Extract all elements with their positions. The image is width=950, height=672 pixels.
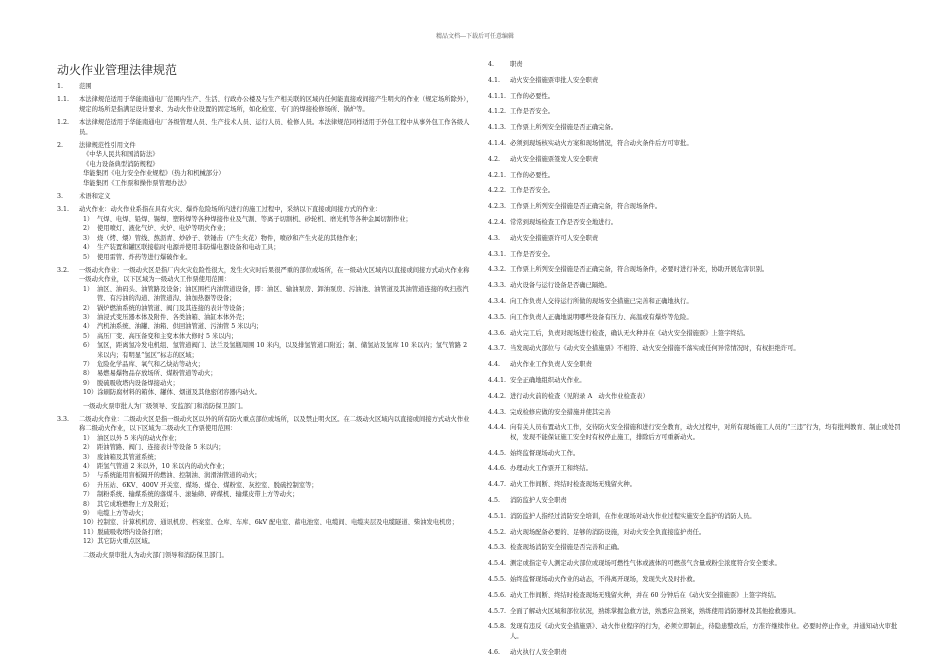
reference-item: 《电力设备典型消防规程》 bbox=[83, 160, 159, 168]
section-heading bbox=[57, 141, 475, 150]
clause-text: 始终监督现场动火工作。 bbox=[510, 449, 580, 457]
list-item bbox=[57, 304, 475, 313]
list-item bbox=[57, 224, 475, 233]
list-item-text: 油浸式变压器本体及附件、各类油箱、油缸本体外壳； bbox=[97, 313, 249, 321]
list-item-number: 11） bbox=[83, 528, 98, 536]
list-item-number: 8） bbox=[83, 370, 94, 378]
clause-number: 3.1. bbox=[57, 206, 70, 214]
clause bbox=[488, 139, 906, 148]
clause bbox=[488, 376, 906, 385]
clause-number: 4.3.2. bbox=[488, 266, 507, 274]
clause bbox=[488, 250, 906, 259]
list-item-text: 废油箱及其管道系统； bbox=[97, 453, 160, 461]
clause-number: 1.2. bbox=[57, 119, 70, 127]
clause bbox=[488, 392, 906, 401]
list-item-number: 1） bbox=[83, 434, 94, 442]
clause-number: 4.3.6. bbox=[488, 329, 507, 337]
list-item bbox=[57, 500, 475, 509]
list-item-number: 3） bbox=[83, 313, 94, 321]
clause-number: 3.3. bbox=[57, 416, 70, 423]
list-item-text: 电缆上方等动火； bbox=[97, 510, 148, 518]
clause bbox=[488, 234, 906, 243]
list-item-number: 2） bbox=[83, 444, 94, 452]
clause-text: 安全正确地组织动火作业。 bbox=[510, 376, 586, 384]
clause-number: 4.5.5. bbox=[488, 575, 507, 583]
clause-number: 4.1. bbox=[488, 76, 501, 84]
list-item-number: 3） bbox=[83, 453, 94, 461]
clause-text: 向有关人员布置动火工作，交待防火安全措施和进行安全教育，动火过程中，对所有现场施工人员的“三违”行为，均有批判教育、制止或处罚权，发现不能保证施工安全时有权停止施工，排除后方可重新动火。 bbox=[510, 424, 901, 441]
clause-number: 4.1.2. bbox=[488, 108, 507, 116]
document-title: 动火作业管理法律规范 bbox=[57, 63, 178, 77]
clause-number: 4.5.2. bbox=[488, 528, 507, 536]
clause bbox=[488, 202, 906, 211]
clause bbox=[57, 118, 475, 137]
right-column bbox=[488, 60, 906, 663]
section-title: 范围 bbox=[79, 83, 92, 90]
level-two-area-list bbox=[57, 434, 475, 547]
clause-text: 动火作业工作负责人安全职责 bbox=[510, 361, 592, 369]
list-item-text: 距氢气管道 2 米以外，10 米以内的动火作业； bbox=[97, 463, 229, 471]
clause-text: 职责 bbox=[510, 61, 523, 68]
list-item bbox=[57, 537, 475, 546]
clause bbox=[488, 464, 906, 473]
list-item bbox=[57, 215, 475, 224]
list-item-text: 使用喷灯、液化气炉、火炉、电炉等明火作业； bbox=[97, 225, 230, 233]
clause-text: 当发现动火部位与《动火安全措施票》不相符、动火安全措施不落实或任何异常情况时，有权拒绝许可。 bbox=[510, 345, 800, 353]
section-title: 术语和定义 bbox=[79, 193, 111, 201]
clause-text: 消防监护人指经过消防安全培训，在作业现场对动火作业过程实施安全监护的消防人员。 bbox=[510, 512, 756, 520]
list-item-text: 其它成堆燃物上方及附近； bbox=[97, 500, 173, 508]
clause-number: 4.3.7. bbox=[488, 345, 507, 353]
clause-text: 工作是否安全。 bbox=[510, 187, 555, 195]
list-item-number: 6） bbox=[83, 342, 94, 350]
clause bbox=[488, 559, 906, 568]
clause bbox=[488, 648, 906, 657]
clause-text: 动火设备与运行设备是否确已隔绝。 bbox=[510, 282, 611, 290]
clause-number: 4.5.7. bbox=[488, 607, 507, 615]
clause-number: 4.2.3. bbox=[488, 203, 507, 211]
list-item-number: 5） bbox=[83, 472, 94, 480]
clause-text: 测定或指定专人测定动火部位或现场可燃性气体或液体的可燃蒸气含量或粉尘浓度符合安全要求。 bbox=[510, 560, 781, 568]
list-item-text: 汽机油系统、油罐、油箱、供回油管道、污油管 5 米以内； bbox=[97, 323, 263, 331]
list-item bbox=[57, 369, 475, 378]
list-item-text: 使用雷管、炸药等进行爆破作业。 bbox=[97, 253, 192, 261]
list-item-text: 烧（烤、煨）管线、熬沥青、炒砂子、铁锤击（产生火花）物件，喷砂和产生火花的其他作业； bbox=[97, 234, 362, 242]
section-number: 1. bbox=[57, 83, 64, 90]
list-item bbox=[57, 509, 475, 518]
clause-text: 工作的必要性。 bbox=[510, 171, 555, 179]
list-item-number: 1） bbox=[83, 215, 94, 223]
clause-text: 始终监督现场动火作业的动态，不得离开现场，发现失火及时扑救。 bbox=[510, 575, 699, 583]
list-item-text: 危险化学品库、氧气和乙炔站等动火； bbox=[97, 360, 205, 368]
clause-number: 4.3.5. bbox=[488, 313, 507, 321]
list-item-number: 9） bbox=[83, 379, 94, 387]
clause-text: 工作是否安全。 bbox=[510, 108, 555, 116]
section-title: 法律规范性引用文件 bbox=[79, 142, 136, 150]
clause-text: 办理动火工作票开工和终结。 bbox=[510, 465, 592, 473]
clause-number: 4.4.7. bbox=[488, 481, 507, 489]
clause-number: 4.4.4. bbox=[488, 424, 507, 432]
list-item bbox=[57, 443, 475, 452]
clause-text: 完成检修应做的安全措施并使其完善 bbox=[510, 408, 611, 416]
list-item-text: 其它防火重点区域。 bbox=[97, 538, 154, 546]
list-item-number: 2） bbox=[83, 225, 94, 233]
clause bbox=[488, 408, 906, 417]
list-item bbox=[57, 285, 475, 304]
clause bbox=[488, 423, 906, 442]
list-item bbox=[57, 462, 475, 471]
list-item-text: 控制室、计算机机房、通讯机房、档案室、仓库、车库、6kV 配电室、蓄电池室、电缆间、电缆夹层及电缆隧道、柴油发电机房； bbox=[97, 519, 459, 527]
clause-text: 消防监护人安全职责 bbox=[510, 496, 567, 504]
clause bbox=[57, 205, 475, 214]
clause-text: 二级动火作业：二级动火区是指一级动火区以外的所有防火重点部位或场所，以及禁止明火区。在二级动火区域内以直接或间接方式动火作业称二级动火作业，以下区域为二级动火工作票使用范围： bbox=[79, 416, 470, 433]
reference-item: 华能集团《电力安全作业规程》（热力和机械部分） bbox=[83, 170, 225, 178]
list-item bbox=[57, 332, 475, 341]
clause-text: 工作票上所列安全措施是否正确完备，符合现场条件。 bbox=[510, 203, 662, 211]
list-item-number: 2） bbox=[83, 304, 94, 312]
list-item bbox=[57, 322, 475, 331]
list-item bbox=[57, 453, 475, 462]
list-item-number: 10） bbox=[83, 389, 98, 397]
list-item bbox=[57, 481, 475, 490]
approval-note: 一级动火票审批人为厂级领导、安监部门和消防保卫部门。 bbox=[83, 402, 247, 410]
clause-text: 工作的必要性。 bbox=[510, 92, 555, 100]
clause bbox=[488, 123, 906, 132]
clause-number: 4.1.3. bbox=[488, 124, 507, 132]
list-item-text: 涂刷防腐材料的箱体、罐体、烟道及其他密闭容器内动火。 bbox=[97, 389, 262, 397]
clause-number: 4.5.8. bbox=[488, 623, 507, 631]
list-item-text: 升压站、6KV、400V 开关室、煤场、煤仓、煤粉室、灰控室、脱硫控制室等； bbox=[97, 481, 318, 489]
reference-item: 《中华人民共和国消防法》 bbox=[83, 151, 159, 159]
clause-number: 4.5.1. bbox=[488, 512, 507, 520]
hot-work-list bbox=[57, 215, 475, 262]
clause-text: 动火作业：动火作业系指在具有火灾、爆炸危险场所内进行的施工过程中，采纳以下直接或间接方式的作业： bbox=[79, 206, 382, 214]
clause-text: 进行动火前的检查（见附录 A 动火作业检查表） bbox=[510, 392, 649, 400]
clause-number: 4.5.4. bbox=[488, 560, 507, 568]
list-item bbox=[57, 243, 475, 252]
clause-text: 检查现场消防安全措施是否完善和正确。 bbox=[510, 544, 624, 552]
clause-number: 1.1. bbox=[57, 96, 70, 104]
clause bbox=[488, 622, 906, 641]
clause-number: 4.5.6. bbox=[488, 591, 507, 599]
clause bbox=[488, 297, 906, 306]
clause-text: 动火现场配备必要的、足够的消防设施，对动火安全负直接监护责任。 bbox=[510, 528, 706, 536]
clause bbox=[488, 186, 906, 195]
clause-text: 动火执行人安全职责 bbox=[510, 648, 567, 656]
clause bbox=[488, 591, 906, 600]
clause-text: 工作是否安全。 bbox=[510, 250, 555, 258]
list-item bbox=[57, 388, 475, 397]
list-item-text: 油区、油码头、油管路及设备；油区围栏内油管道设备，即：油区、输油泵房、卸油泵房、污油池、油管道及其油管道连接的吹扫蒸汽管、有污油的沟道、油管道沟、油加热器等设备； bbox=[97, 285, 469, 303]
clause-text: 动火完工后，负责对现场进行检查，确认无火种并在《动火安全措施票》上签字终结。 bbox=[510, 329, 750, 337]
section-heading bbox=[57, 192, 475, 201]
clause-text: 动火安全措施票许可人安全职责 bbox=[510, 234, 599, 242]
clause-text: 发现有违反《动火安全措施票》、动火作业程序的行为，必须立即制止，待隐患整改后，方准许继续作业。必要时停止作业，并通知动火审批人。 bbox=[510, 623, 898, 640]
left-column bbox=[57, 60, 475, 560]
clause bbox=[488, 218, 906, 227]
clause bbox=[488, 528, 906, 537]
list-item-number: 10） bbox=[83, 519, 98, 527]
reference-item: 华能集团《工作票和操作票管理办法》 bbox=[83, 179, 191, 187]
clause-number: 4.1.1. bbox=[488, 92, 507, 100]
clause bbox=[488, 76, 906, 85]
list-item bbox=[57, 471, 475, 480]
list-item bbox=[57, 490, 475, 499]
list-item-number: 1） bbox=[83, 285, 94, 293]
list-item-text: 气焊、电焊、铅焊、锡焊、塑料焊等各种焊接作业及气割、等离子切割机、砂轮机、磨光机等各种金属切割作业； bbox=[97, 215, 412, 223]
clause-text: 动火安全措施票签发人安全职责 bbox=[510, 155, 599, 163]
clause-number: 4.4.5. bbox=[488, 449, 507, 457]
list-item-number: 9） bbox=[83, 510, 94, 518]
list-item bbox=[57, 253, 475, 262]
approval-note: 二级动火票审批人为动火部门领导和消防保卫部门。 bbox=[83, 551, 228, 559]
clause bbox=[488, 107, 906, 116]
list-item bbox=[57, 341, 475, 360]
list-item-number: 7） bbox=[83, 491, 94, 499]
clause-text: 必须到现场核实动火方案和现场情况，符合动火条件后方可审批。 bbox=[510, 139, 693, 147]
clause-number: 4.6. bbox=[488, 648, 501, 656]
clause bbox=[488, 281, 906, 290]
clause-number: 4.4.2. bbox=[488, 392, 507, 400]
clause bbox=[488, 265, 906, 274]
clause bbox=[488, 171, 906, 180]
clause-text: 工作票上所列安全措施是否正确完备，符合现场条件，必要时进行补充，协助开展危害识别。 bbox=[510, 266, 769, 274]
clause-text: 本法律规范适用于华能南通电厂各级管理人员、生产技术人员、运行人员、检修人员。本法律规范同样适用于外包工程中从事外包工作各级人员。 bbox=[79, 119, 470, 136]
list-item-text: 制粉系统、输煤系统的落煤斗、滚轴筛、碎煤机、输煤皮带上方等动火； bbox=[97, 491, 299, 499]
list-item-number: 7） bbox=[83, 360, 94, 368]
clause bbox=[488, 496, 906, 505]
clause-text: 全面了解动火区域和部位状况，熟练掌握急救方法，熟悉应急预案，熟练使用消防器材及其他抢救器具。 bbox=[510, 607, 800, 615]
list-item-text: 距油管路、阀门、连接表计等设备 5 米以内； bbox=[97, 444, 225, 452]
clause bbox=[57, 415, 475, 434]
clause-number: 4. bbox=[488, 61, 495, 68]
clause-text: 动火工作间断、终结时检查现场无残留火种。 bbox=[510, 481, 636, 489]
section-heading bbox=[57, 82, 475, 91]
clause-text: 动火安全措施票审批人安全职责 bbox=[510, 76, 599, 84]
clause bbox=[488, 543, 906, 552]
clause bbox=[488, 449, 906, 458]
list-item bbox=[57, 313, 475, 322]
list-item-number: 12） bbox=[83, 538, 98, 546]
section-number: 3. bbox=[57, 193, 64, 201]
clause-text: 本法律规范适用于华能南通电厂范围内生产、生活、行政办公楼及与生产相关联的区域内任何能直接或间接产生明火的作业（规定场所除外），规定的场所是指满足设计要求、为动火作业设置的固定场所，如化检室、专门的焊接检修场所、锅炉等。 bbox=[79, 96, 473, 113]
list-item bbox=[57, 379, 475, 388]
list-item-text: 脱硫吸收塔内设备打磨； bbox=[97, 528, 167, 536]
clause bbox=[488, 480, 906, 489]
clause bbox=[488, 92, 906, 101]
clause bbox=[488, 607, 906, 616]
clause-text: 工作票上所列安全措施是否正确完备。 bbox=[510, 124, 618, 132]
clause-number: 4.2.4. bbox=[488, 218, 507, 226]
level-one-area-list bbox=[57, 285, 475, 398]
list-item-text: 与系统能用盲板隔开的燃油、控制油、润滑油管道的动火； bbox=[97, 472, 261, 480]
list-item-text: 高压厂变、高压备变和主变本体大修时 5 米以内； bbox=[97, 332, 238, 340]
list-item-number: 3） bbox=[83, 234, 94, 242]
list-item bbox=[57, 518, 475, 527]
list-item-number: 4） bbox=[83, 323, 94, 331]
list-item bbox=[57, 528, 475, 537]
clause-number: 4.4. bbox=[488, 361, 501, 369]
list-item bbox=[57, 360, 475, 369]
clause-number: 4.3.4. bbox=[488, 297, 507, 305]
clause-text: 常常到现场检查工作是否安全地进行。 bbox=[510, 218, 618, 226]
clause-number: 4.1.4. bbox=[488, 139, 507, 147]
clause bbox=[488, 360, 906, 369]
list-item-text: 易燃易爆物品存放场所、煤粉管道等动火； bbox=[97, 370, 217, 378]
clause bbox=[57, 266, 475, 285]
clause-text: 向工作负责人正确地说明哪些设备有压力、高温或有爆炸等危险。 bbox=[510, 313, 693, 321]
clause-number: 4.2.2. bbox=[488, 187, 507, 195]
list-item bbox=[57, 434, 475, 443]
list-item-number: 8） bbox=[83, 500, 94, 508]
clause-number: 4.2.1. bbox=[488, 171, 507, 179]
list-item-text: 锅炉燃油系统的油管道、阀门及其连接的表计等设备； bbox=[97, 304, 249, 312]
section-heading bbox=[488, 60, 906, 69]
clause-text: 动火工作间断、终结时检查现场无残留火种，并在 60 分钟后在《动火安全措施票》上签字终结。 bbox=[510, 591, 781, 599]
list-item-number: 5） bbox=[83, 253, 94, 261]
clause-text: 一级动火作业：一级动火区是指厂内火灾危险性很大，发生火灾时后果很严重的部位或场所，在一级动火区域内以直接或间接方式动火作业称一级动火作业，以下区域为一级动火工作票使用范围： bbox=[79, 266, 470, 284]
clause-number: 4.3. bbox=[488, 234, 501, 242]
clause bbox=[488, 155, 906, 164]
clause bbox=[488, 575, 906, 584]
clause-number: 4.3.1. bbox=[488, 250, 507, 258]
section-number: 2. bbox=[57, 142, 64, 150]
list-item-number: 4） bbox=[83, 463, 94, 471]
clause-number: 4.4.6. bbox=[488, 465, 507, 473]
clause-number: 4.3.3. bbox=[488, 282, 507, 290]
list-item-text: 油区以外 5 米内的动火作业； bbox=[97, 434, 181, 442]
clause-number: 4.5.3. bbox=[488, 544, 507, 552]
clause-number: 4.4.1. bbox=[488, 376, 507, 384]
clause-number: 3.2. bbox=[57, 266, 70, 274]
list-item-number: 4） bbox=[83, 244, 94, 252]
list-item-text: 氢区，距离氢冷发电机组、氢管道阀门、法兰及氢瓶周围 10 米内，以及排氢管道口附近；制、储氢站及氢库 10 米以内；氢气管路 2 米以内；有明显“氢区”标志的区域； bbox=[97, 342, 468, 359]
clause bbox=[488, 344, 906, 353]
clause bbox=[488, 329, 906, 338]
header-note: 精品文档---下载后可任意编辑 bbox=[435, 33, 515, 40]
clause-number: 4.5. bbox=[488, 496, 501, 504]
clause-text: 向工作负责人交待运行所做的现场安全措施已完善和正确地执行。 bbox=[510, 297, 693, 305]
clause bbox=[57, 95, 475, 114]
clause-number: 4.4.3. bbox=[488, 408, 507, 416]
clause bbox=[488, 512, 906, 521]
list-item bbox=[57, 234, 475, 243]
list-item-number: 6） bbox=[83, 481, 94, 489]
clause bbox=[488, 313, 906, 322]
clause-number: 4.2. bbox=[488, 155, 501, 163]
list-item-number: 5） bbox=[83, 332, 94, 340]
list-item-text: 生产装置和罐区联接临时电源并使用非防爆电器设备和电动工具； bbox=[97, 244, 280, 252]
list-item-text: 脱硫吸收塔内设备焊接动火； bbox=[97, 379, 179, 387]
